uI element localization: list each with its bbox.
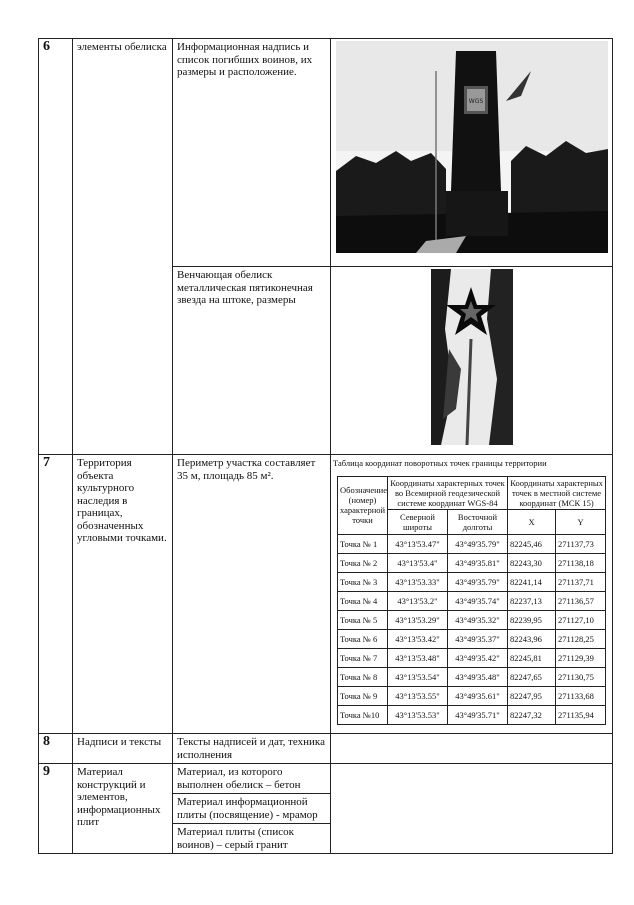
row-name: элементы обелиска [73,39,173,455]
table-row-7 [39,455,613,734]
y-value: 271136,57 [556,591,606,610]
header-lon: Восточной долготы [448,509,508,534]
latitude-value: 43°13'53.4" [388,553,448,572]
latitude-value: 43°13'53.48" [388,648,448,667]
header-row [338,476,606,509]
header-x: X [508,509,556,534]
table-row [338,686,606,705]
empty-cell [331,764,613,854]
x-value: 82247,95 [508,686,556,705]
material-item: Материал плиты (список воинов) – серый гранит [177,826,294,851]
longitude-value: 43°49'35.71" [448,705,508,724]
row-description: Венчающая обелиск металлическая пятиконечная звезда на штоке, размеры [173,267,331,455]
point-label: Точка № 2 [338,553,388,572]
row-description: Периметр участка составляет 35 м, площадь 85 м². [173,455,331,734]
main-table [38,38,613,854]
y-value: 271135,94 [556,705,606,724]
longitude-value: 43°49'35.61" [448,686,508,705]
longitude-value: 43°49'35.79" [448,572,508,591]
x-value: 82245,46 [508,534,556,553]
row-number: 7 [39,455,73,734]
materials-list [173,764,330,853]
latitude-value: 43°13'53.53" [388,705,448,724]
table-row [338,629,606,648]
x-value: 82237,13 [508,591,556,610]
table-row-6 [39,39,613,267]
material-item: Материал информационной плиты (посвящение) - мрамор [173,794,330,824]
point-label: Точка № 1 [338,534,388,553]
y-value: 271138,18 [556,553,606,572]
x-value: 82243,30 [508,553,556,572]
latitude-value: 43°13'53.29" [388,610,448,629]
x-value: 82243,96 [508,629,556,648]
star-photo [431,269,513,445]
x-value: 82241,14 [508,572,556,591]
materials-cell [173,764,331,854]
y-value: 271129,39 [556,648,606,667]
material-item: Материал, из которого выполнен обелиск – бетон [173,764,330,794]
latitude-value: 43°13'53.55" [388,686,448,705]
latitude-value: 43°13'53.54" [388,667,448,686]
row-number: 8 [39,734,73,764]
empty-cell [331,734,613,764]
coordinates-table [337,476,606,725]
longitude-value: 43°49'35.81" [448,553,508,572]
row-description: Тексты надписей и дат, техника исполнения [173,734,331,764]
longitude-value: 43°49'35.32" [448,610,508,629]
point-label: Точка № 7 [338,648,388,667]
table-row [338,553,606,572]
x-value: 82245,81 [508,648,556,667]
photo-cell [331,267,613,455]
coordinates-cell [331,455,613,734]
latitude-value: 43°13'53.42" [388,629,448,648]
point-label: Точка № 9 [338,686,388,705]
y-value: 271137,73 [556,534,606,553]
table-row [338,705,606,724]
point-label: Точка №10 [338,705,388,724]
header-y: Y [556,509,606,534]
point-label: Точка № 8 [338,667,388,686]
y-value: 271133,68 [556,686,606,705]
x-value: 82247,65 [508,667,556,686]
latitude-value: 43°13'53.47" [388,534,448,553]
table-row [338,667,606,686]
table-row [338,610,606,629]
header-msk: Координаты характерных точек в местной системе координат (МСК 15) [508,476,606,509]
header-point: Обозначение (номер) характерной точки [338,476,388,534]
header-wgs: Координаты характерных точек во Всемирной геодезической системе координат WGS-84 [388,476,508,509]
point-label: Точка № 6 [338,629,388,648]
row-number: 6 [39,39,73,455]
latitude-value: 43°13'53.2" [388,591,448,610]
longitude-value: 43°49'35.37" [448,629,508,648]
obelisk-photo [336,41,608,253]
x-value: 82239,95 [508,610,556,629]
point-label: Точка № 5 [338,610,388,629]
point-label: Точка № 3 [338,572,388,591]
svg-text:WGS: WGS [468,98,483,105]
y-value: 271128,25 [556,629,606,648]
x-value: 82247,32 [508,705,556,724]
y-value: 271130,75 [556,667,606,686]
point-label: Точка № 4 [338,591,388,610]
longitude-value: 43°49'35.74" [448,591,508,610]
header-lat: Северной широты [388,509,448,534]
longitude-value: 43°49'35.79" [448,534,508,553]
longitude-value: 43°49'35.42" [448,648,508,667]
row-name: Материал конструкций и элементов, информационных плит [73,764,173,854]
table-row [338,591,606,610]
row-description: Информационная надпись и список погибших воинов, их размеры и расположение. [173,39,331,267]
coordinates-table-title: Таблица координат поворотных точек границы территории [333,458,547,468]
y-value: 271137,71 [556,572,606,591]
row-number: 9 [39,764,73,854]
photo-cell [331,39,613,267]
latitude-value: 43°13'53.33" [388,572,448,591]
table-row [338,648,606,667]
table-row-9 [39,764,613,854]
row-name: Территория объекта культурного наследия в границах, обозначенных угловыми точками. [73,455,173,734]
table-row [338,572,606,591]
y-value: 271127,10 [556,610,606,629]
table-row-8 [39,734,613,764]
longitude-value: 43°49'35.48" [448,667,508,686]
row-name: Надписи и тексты [73,734,173,764]
table-row [338,534,606,553]
